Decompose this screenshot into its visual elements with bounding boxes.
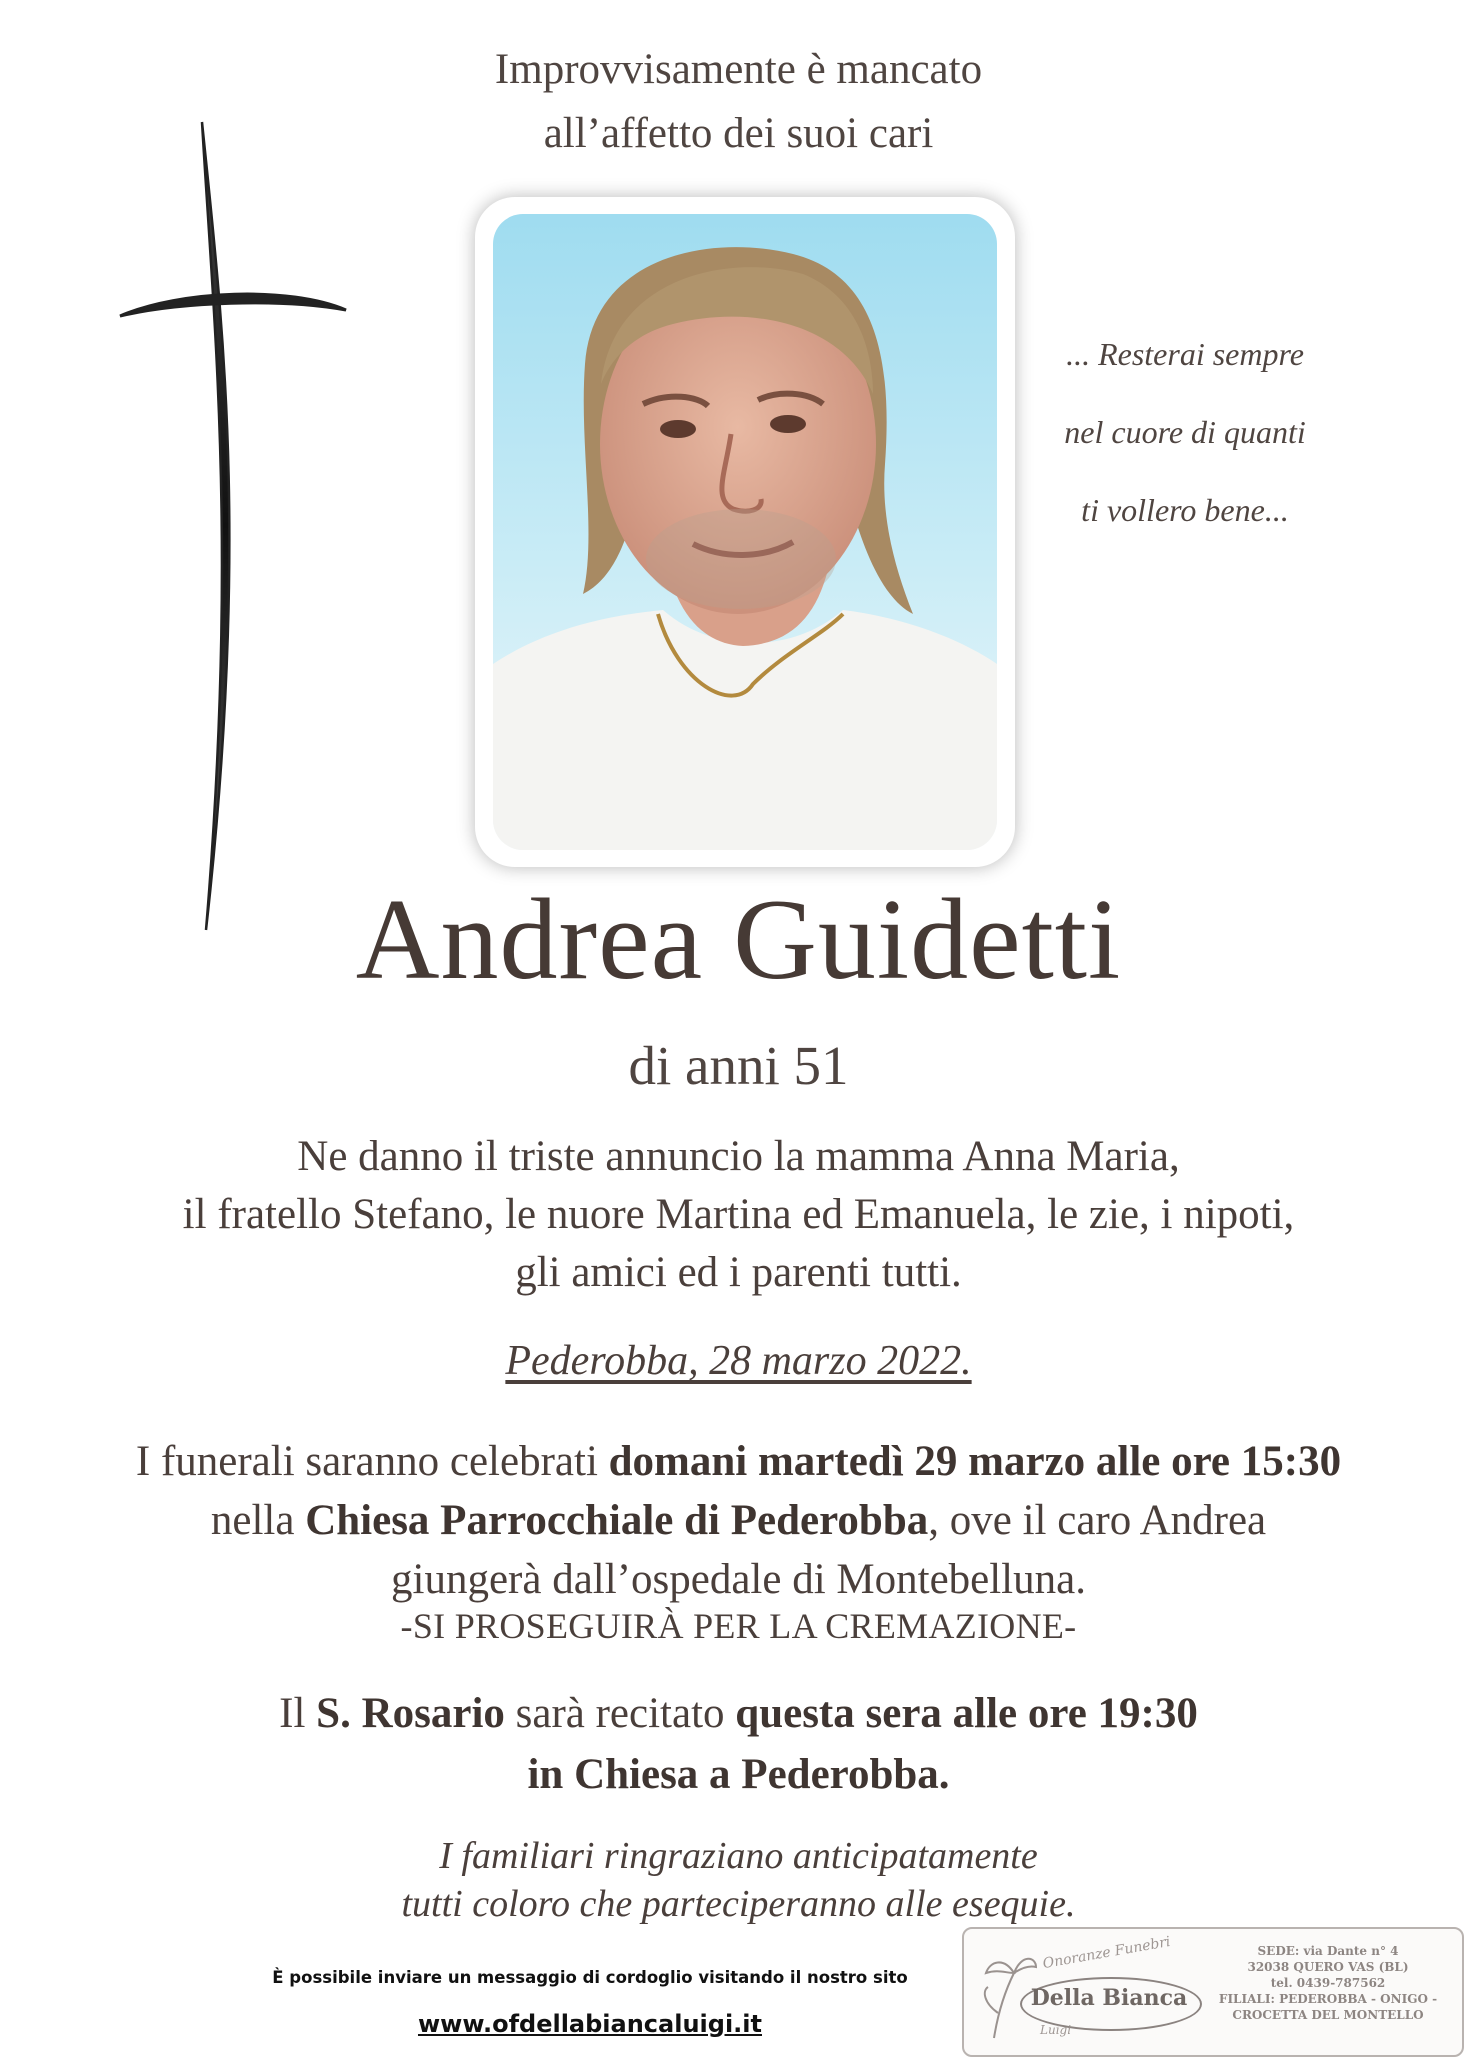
funeral-datetime: domani martedì 29 marzo alle ore 15:30: [608, 1438, 1342, 1485]
place-date-wrapper: [0, 1337, 1477, 1385]
rosary-place: in Chiesa a Pederobba.: [527, 1751, 950, 1798]
thanks-line-2: tutti coloro che parteciperanno alle esequie.: [401, 1883, 1076, 1925]
deceased-age: di anni 51: [628, 1035, 849, 1096]
funeral-line-1-text: I funerali saranno celebrati: [135, 1438, 609, 1485]
quote-line-1: ... Resterai sempre: [1066, 336, 1304, 372]
logo-info-line: CROCETTA DEL MONTELLO: [1232, 2008, 1424, 2022]
rosary-title: S. Rosario: [316, 1690, 505, 1737]
website-link[interactable]: www.ofdellabiancaluigi.it: [417, 2010, 762, 2038]
funeral-line-2-text: nella: [210, 1497, 306, 1544]
logo-name: Della Bianca: [1030, 1985, 1188, 2011]
cross-icon: [110, 118, 360, 938]
rosary-time: questa sera alle ore 19:30: [735, 1690, 1198, 1737]
quote-line-3: ti vollero bene...: [1081, 492, 1289, 528]
quote-line-2: nel cuore di quanti: [1064, 414, 1306, 450]
intro-line-2: all’affetto dei suoi cari: [543, 110, 934, 157]
portrait-photo: [493, 214, 997, 850]
announcement-line-1: Ne danno il triste annuncio la mamma Anna Maria,: [297, 1133, 1180, 1180]
logo-info-line: 32038 QUERO VAS (BL): [1247, 1960, 1409, 1974]
intro-line-1: Improvvisamente è mancato: [494, 46, 983, 93]
condolence-message: È possibile inviare un messaggio di cordoglio visitando il nostro sito: [272, 1968, 908, 1987]
rosary-text-a: Il: [279, 1690, 317, 1737]
funeral-line-2-end: , ove il caro Andrea: [928, 1497, 1267, 1544]
rosary-details: [0, 1683, 1477, 1805]
logo-sub-text: Luigi: [1040, 2023, 1072, 2037]
logo-top-text: Onoranze Funebri: [1041, 1933, 1172, 1973]
thanks-line-1: I familiari ringraziano anticipatamente: [439, 1835, 1038, 1877]
family-thanks: [0, 1832, 1477, 1928]
family-announcement: [0, 1128, 1477, 1302]
deceased-name: Andrea Guidetti: [355, 876, 1122, 1004]
logo-contact-info: [1204, 1943, 1452, 2023]
cremation-note: -SI PROSEGUIRÀ PER LA CREMAZIONE-: [400, 1606, 1077, 1646]
place-date: Pederobba, 28 marzo 2022.: [505, 1338, 972, 1384]
rosary-line-1: [0, 1683, 1477, 1744]
funeral-details: [0, 1432, 1477, 1609]
funeral-church: Chiesa Parrocchiale di Pederobba: [305, 1497, 929, 1544]
funeral-home-logo: [962, 1927, 1464, 2057]
logo-info-line: tel. 0439-787562: [1270, 1976, 1386, 1990]
announcement-line-2: il fratello Stefano, le nuore Martina ed Emanuela, le zie, i nipoti,: [182, 1191, 1295, 1238]
rosary-text-c: sarà recitato: [504, 1690, 736, 1737]
funeral-line-2: [0, 1491, 1477, 1550]
funeral-line-3: giungerà dall’ospedale di Montebelluna.: [391, 1556, 1086, 1603]
logo-info-line: FILIALI: PEDEROBBA - ONIGO -: [1218, 1992, 1438, 2006]
memorial-quote: [1005, 315, 1365, 549]
announcement-line-3: gli amici ed i parenti tutti.: [515, 1249, 962, 1296]
funeral-line-1: [0, 1432, 1477, 1491]
rosary-line-2: [0, 1744, 1477, 1805]
logo-info-line: SEDE: via Dante n° 4: [1257, 1944, 1399, 1958]
